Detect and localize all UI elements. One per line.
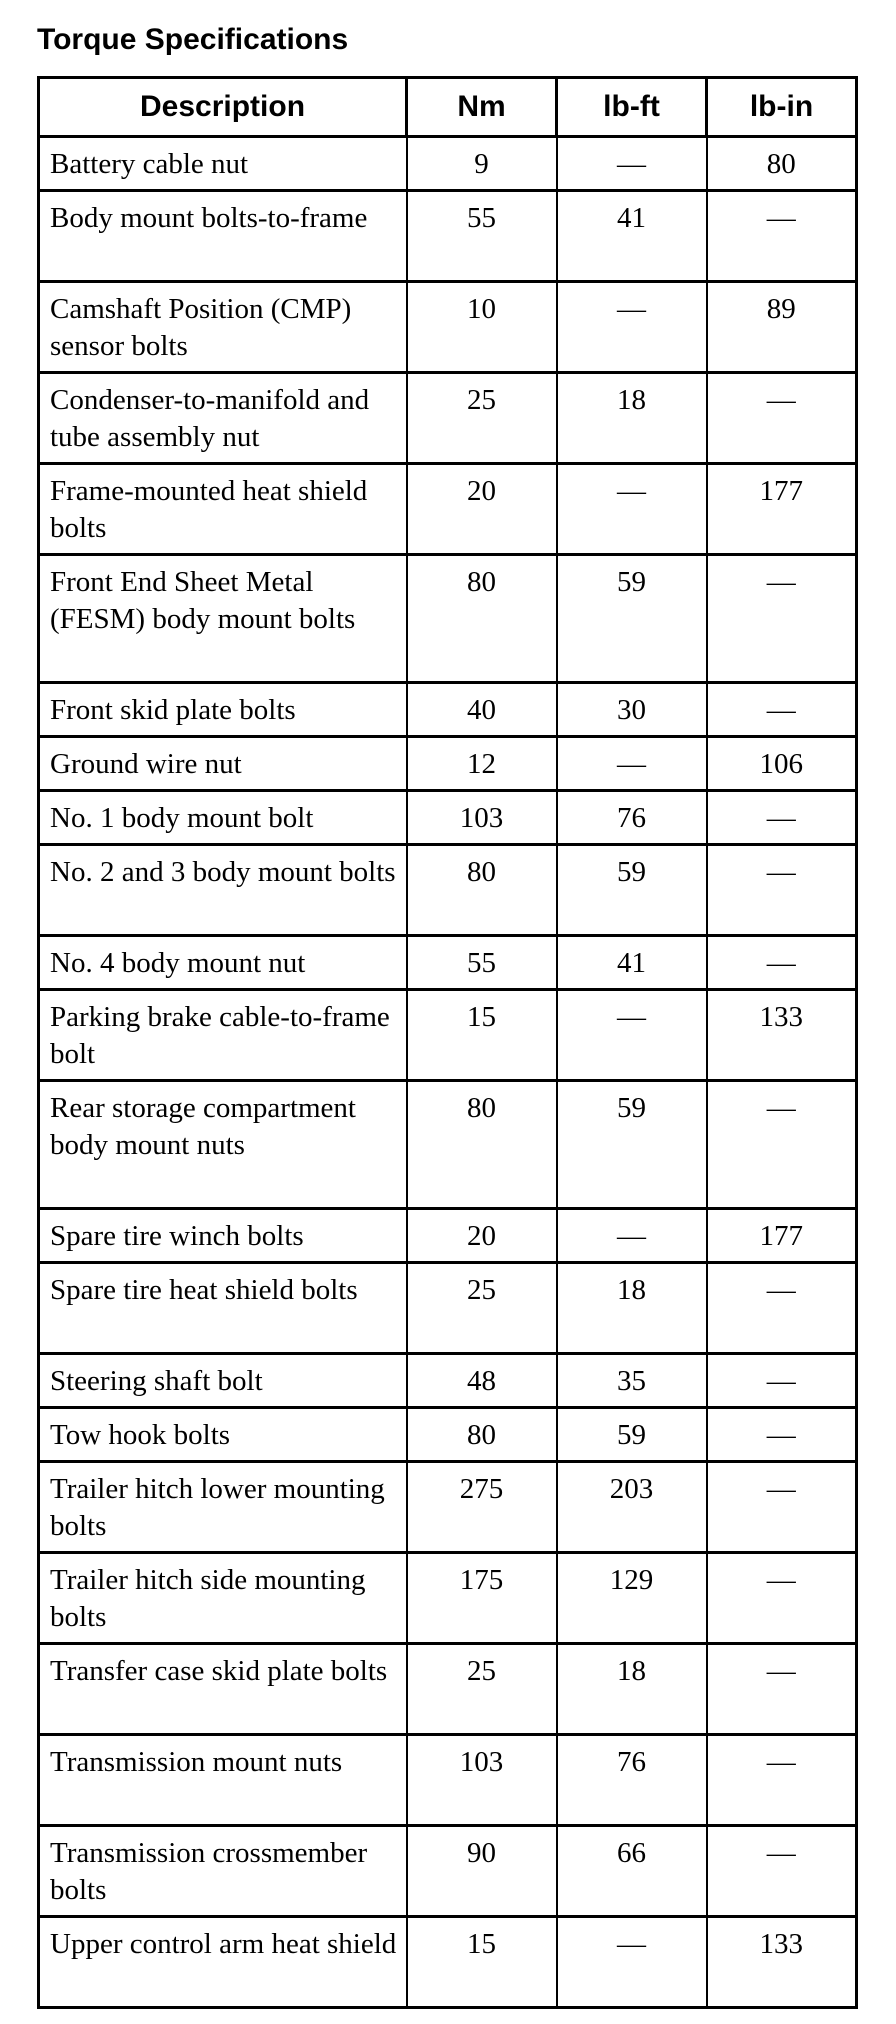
lbin-cell: 89	[707, 282, 857, 373]
table-row	[39, 936, 857, 990]
description-cell: Transfer case skid plate bolts	[39, 1644, 407, 1735]
nm-cell: 80	[407, 845, 557, 936]
description-cell: Frame-mounted heat shield bolts	[39, 464, 407, 555]
lbin-cell: —	[707, 1553, 857, 1644]
table-row	[39, 1209, 857, 1263]
lbin-cell: —	[707, 1644, 857, 1735]
lbft-cell: 41	[557, 191, 707, 282]
page-title: Torque Specifications	[37, 23, 349, 56]
lbft-cell: —	[557, 282, 707, 373]
nm-cell: 55	[407, 191, 557, 282]
table-row	[39, 1826, 857, 1917]
lbin-cell: —	[707, 1735, 857, 1826]
lbft-cell: 18	[557, 373, 707, 464]
lbin-cell: —	[707, 1826, 857, 1917]
lbft-cell: 18	[557, 1644, 707, 1735]
lbft-cell: 35	[557, 1354, 707, 1408]
nm-cell: 80	[407, 555, 557, 683]
lbft-cell: —	[557, 1917, 707, 2008]
table-row	[39, 1644, 857, 1735]
lbin-cell: —	[707, 373, 857, 464]
table-row	[39, 464, 857, 555]
description-cell: Ground wire nut	[39, 737, 407, 791]
lbin-cell: —	[707, 1354, 857, 1408]
table-row	[39, 990, 857, 1081]
lbft-cell: 203	[557, 1462, 707, 1553]
lbin-cell: —	[707, 683, 857, 737]
table-row	[39, 555, 857, 683]
lbin-cell: —	[707, 936, 857, 990]
lbin-cell: 106	[707, 737, 857, 791]
lbft-cell: —	[557, 737, 707, 791]
description-cell: Upper control arm heat shield	[39, 1917, 407, 2008]
description-cell: Parking brake cable-to-frame bolt	[39, 990, 407, 1081]
nm-cell: 40	[407, 683, 557, 737]
description-cell: Trailer hitch lower mounting bolts	[39, 1462, 407, 1553]
table-row	[39, 737, 857, 791]
nm-cell: 103	[407, 791, 557, 845]
table-row	[39, 191, 857, 282]
description-cell: Camshaft Position (CMP) sensor bolts	[39, 282, 407, 373]
nm-cell: 25	[407, 373, 557, 464]
lbft-cell: —	[557, 990, 707, 1081]
lbin-cell: —	[707, 1408, 857, 1462]
lbft-cell: —	[557, 137, 707, 191]
nm-cell: 55	[407, 936, 557, 990]
description-cell: Condenser-to-manifold and tube assembly nut	[39, 373, 407, 464]
nm-cell: 103	[407, 1735, 557, 1826]
nm-cell: 25	[407, 1263, 557, 1354]
description-cell: Tow hook bolts	[39, 1408, 407, 1462]
column-header-lbft: lb-ft	[557, 78, 707, 137]
lbft-cell: —	[557, 1209, 707, 1263]
lbin-cell: —	[707, 191, 857, 282]
nm-cell: 90	[407, 1826, 557, 1917]
lbft-cell: 59	[557, 555, 707, 683]
description-cell: Trailer hitch side mounting bolts	[39, 1553, 407, 1644]
table-row	[39, 373, 857, 464]
torque-spec-table	[37, 76, 858, 2009]
column-header-description: Description	[39, 78, 407, 137]
lbft-cell: 66	[557, 1826, 707, 1917]
nm-cell: 20	[407, 1209, 557, 1263]
table-row	[39, 137, 857, 191]
lbin-cell: 133	[707, 990, 857, 1081]
table-row	[39, 683, 857, 737]
table-row	[39, 1735, 857, 1826]
table-row	[39, 791, 857, 845]
description-cell: No. 1 body mount bolt	[39, 791, 407, 845]
lbin-cell: —	[707, 845, 857, 936]
nm-cell: 12	[407, 737, 557, 791]
description-cell: Front End Sheet Metal (FESM) body mount bolts	[39, 555, 407, 683]
table-row	[39, 1081, 857, 1209]
lbft-cell: —	[557, 464, 707, 555]
table-row	[39, 1462, 857, 1553]
description-cell: Battery cable nut	[39, 137, 407, 191]
description-cell: Spare tire heat shield bolts	[39, 1263, 407, 1354]
lbft-cell: 76	[557, 1735, 707, 1826]
nm-cell: 25	[407, 1644, 557, 1735]
lbft-cell: 41	[557, 936, 707, 990]
header-row	[39, 78, 857, 137]
table-row	[39, 1354, 857, 1408]
table-row	[39, 1408, 857, 1462]
nm-cell: 15	[407, 990, 557, 1081]
lbft-cell: 30	[557, 683, 707, 737]
lbft-cell: 129	[557, 1553, 707, 1644]
lbin-cell: —	[707, 1462, 857, 1553]
table-row	[39, 282, 857, 373]
nm-cell: 48	[407, 1354, 557, 1408]
lbin-cell: 177	[707, 1209, 857, 1263]
lbft-cell: 59	[557, 1408, 707, 1462]
nm-cell: 175	[407, 1553, 557, 1644]
nm-cell: 15	[407, 1917, 557, 2008]
lbin-cell: 133	[707, 1917, 857, 2008]
lbin-cell: 177	[707, 464, 857, 555]
description-cell: Transmission mount nuts	[39, 1735, 407, 1826]
column-header-lbin: lb-in	[707, 78, 857, 137]
description-cell: Body mount bolts-to-frame	[39, 191, 407, 282]
lbft-cell: 59	[557, 845, 707, 936]
nm-cell: 10	[407, 282, 557, 373]
lbin-cell: —	[707, 791, 857, 845]
table-row	[39, 1263, 857, 1354]
nm-cell: 20	[407, 464, 557, 555]
nm-cell: 80	[407, 1081, 557, 1209]
description-cell: Transmission crossmember bolts	[39, 1826, 407, 1917]
column-header-nm: Nm	[407, 78, 557, 137]
description-cell: Spare tire winch bolts	[39, 1209, 407, 1263]
table-row	[39, 845, 857, 936]
lbin-cell: —	[707, 1263, 857, 1354]
lbft-cell: 76	[557, 791, 707, 845]
lbin-cell: —	[707, 555, 857, 683]
lbft-cell: 18	[557, 1263, 707, 1354]
description-cell: No. 2 and 3 body mount bolts	[39, 845, 407, 936]
description-cell: Steering shaft bolt	[39, 1354, 407, 1408]
nm-cell: 9	[407, 137, 557, 191]
description-cell: Rear storage compartment body mount nuts	[39, 1081, 407, 1209]
table-row	[39, 1553, 857, 1644]
lbin-cell: 80	[707, 137, 857, 191]
table-row	[39, 1917, 857, 2008]
lbin-cell: —	[707, 1081, 857, 1209]
lbft-cell: 59	[557, 1081, 707, 1209]
description-cell: No. 4 body mount nut	[39, 936, 407, 990]
nm-cell: 275	[407, 1462, 557, 1553]
description-cell: Front skid plate bolts	[39, 683, 407, 737]
nm-cell: 80	[407, 1408, 557, 1462]
